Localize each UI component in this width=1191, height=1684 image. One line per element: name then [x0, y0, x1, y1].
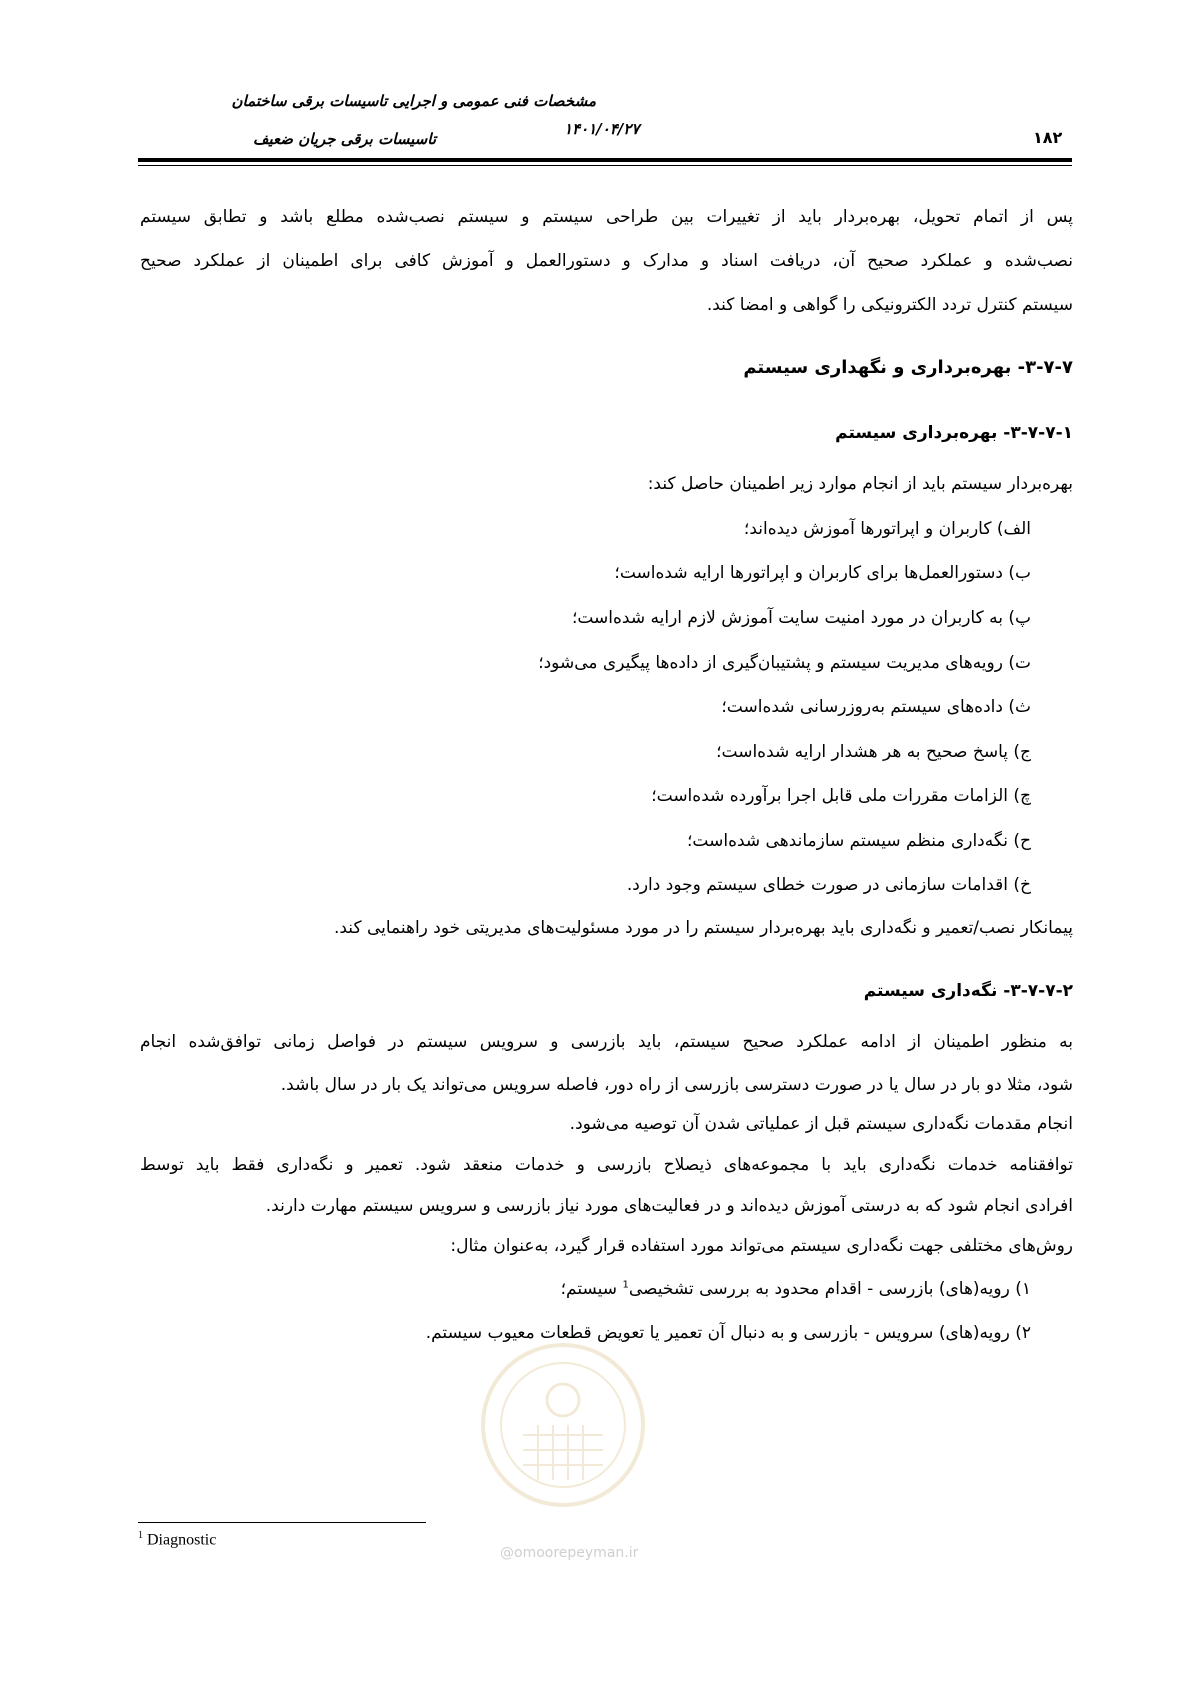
list-item: ح) نگه‌داری منظم سیستم سازماندهی شده‌است؛ — [687, 831, 1031, 851]
maintenance-p1-line-1: به منظور اطمینان از ادامه عملکرد صحیح سیستم، باید بازرسی و سرویس سیستم در فواصل زمانی توافق‌شده انجام — [140, 1032, 1073, 1052]
footnote-text: Diagnostic — [147, 1531, 217, 1549]
intro-line-1: پس از اتمام تحویل، بهره‌بردار باید از تغییرات بین طراحی سیستم و سیستم نصب‌شده مطلع باشد و تطابق سیستم — [140, 207, 1073, 227]
footnote-reference: 1 — [622, 1279, 629, 1291]
list-item: پ) به کاربران در مورد امنیت سایت آموزش لازم ارایه شده‌است؛ — [571, 608, 1031, 628]
header-title: مشخصات فنی عمومی و اجرایی تاسیسات برقی ساختمان — [231, 92, 596, 110]
maintenance-p3-line-2: افرادی انجام شود که به درستی آموزش دیده‌اند و در فعالیت‌های مورد نیاز بازرسی و سرویس سیستم مهارت دارند. — [265, 1196, 1073, 1216]
footnote-number: 1 — [138, 1530, 143, 1541]
page-number: ۱۸۲ — [1033, 128, 1063, 147]
method-item-1-text: ۱) رویه(های) بازرسی - اقدام محدود به بررسی تشخیصی — [628, 1279, 1031, 1299]
list-item: الف) کاربران و اپراتورها آموزش دیده‌اند؛ — [743, 519, 1031, 539]
list-item: ث) داده‌های سیستم به‌روزرسانی شده‌است؛ — [721, 697, 1031, 717]
list-item: خ) اقدامات سازمانی در صورت خطای سیستم وجود دارد. — [626, 875, 1031, 895]
watermark-url: @omoorepeyman.ir — [500, 1545, 639, 1561]
footnote-separator — [138, 1522, 426, 1523]
list-item: ت) رویه‌های مدیریت سیستم و پشتیبان‌گیری از داده‌ها پیگیری می‌شود؛ — [538, 653, 1031, 673]
maintenance-p3-line-1: توافقنامه خدمات نگه‌داری باید با مجموعه‌های ذیصلاح بازرسی و خدمات منعقد شود. تعمیر و نگه‌داری فقط باید توسط — [140, 1155, 1073, 1175]
section-heading: ۳-۷-۷- بهره‌برداری و نگهداری سیستم — [743, 357, 1073, 378]
operation-lead: بهره‌بردار سیستم باید از انجام موارد زیر اطمینان حاصل کند: — [647, 474, 1073, 494]
list-item: چ) الزامات مقررات ملی قابل اجرا برآورده شده‌است؛ — [651, 786, 1031, 806]
method-item-2: ۲) رویه(های) سرویس - بازرسی و به دنبال آن تعمیر یا تعویض قطعات معیوب سیستم. — [425, 1323, 1031, 1343]
list-item: ب) دستورالعمل‌ها برای کاربران و اپراتورها ارایه شده‌است؛ — [614, 563, 1031, 583]
maintenance-p1-line-2: شود، مثلا دو بار در سال یا در صورت دسترسی بازرسی از راه دور، فاصله سرویس می‌تواند یک بار در سال باشد. — [280, 1075, 1073, 1095]
header-subtitle: تاسیسات برقی جریان ضعیف — [252, 130, 436, 148]
maintenance-p4: روش‌های مختلفی جهت نگه‌داری سیستم می‌تواند مورد استفاده قرار گیرد، به‌عنوان مثال: — [450, 1236, 1073, 1256]
method-item-1-tail: سیستم؛ — [560, 1279, 623, 1299]
intro-line-3: سیستم کنترل تردد الکترونیکی را گواهی و امضا کند. — [706, 295, 1073, 315]
footnote — [138, 1530, 216, 1549]
subsection-heading-operation: ۳-۷-۷-۱- بهره‌برداری سیستم — [835, 423, 1073, 443]
subsection-heading-maintenance: ۳-۷-۷-۲- نگه‌داری سیستم — [863, 981, 1073, 1001]
method-item-1 — [561, 1279, 1031, 1299]
operation-closing: پیمانکار نصب/تعمیر و نگه‌داری باید بهره‌بردار سیستم را در مورد مسئولیت‌های مدیریتی خود راهنمایی کند. — [333, 918, 1073, 938]
header-rule-thick — [138, 158, 1072, 162]
maintenance-p2: انجام مقدمات نگه‌داری سیستم قبل از عملیاتی شدن آن توصیه می‌شود. — [569, 1114, 1073, 1134]
watermark-seal-icon — [478, 1340, 648, 1510]
intro-line-2: نصب‌شده و عملکرد صحیح آن، دریافت اسناد و مدارک و دستورالعمل و آموزش کافی برای اطمینان از عملکرد صحیح — [140, 251, 1073, 271]
list-item: ج) پاسخ صحیح به هر هشدار ارایه شده‌است؛ — [716, 742, 1031, 762]
header-rule-thin — [138, 165, 1072, 166]
header-date: ۱۴۰۱/۰۴/۲۷ — [564, 120, 640, 138]
